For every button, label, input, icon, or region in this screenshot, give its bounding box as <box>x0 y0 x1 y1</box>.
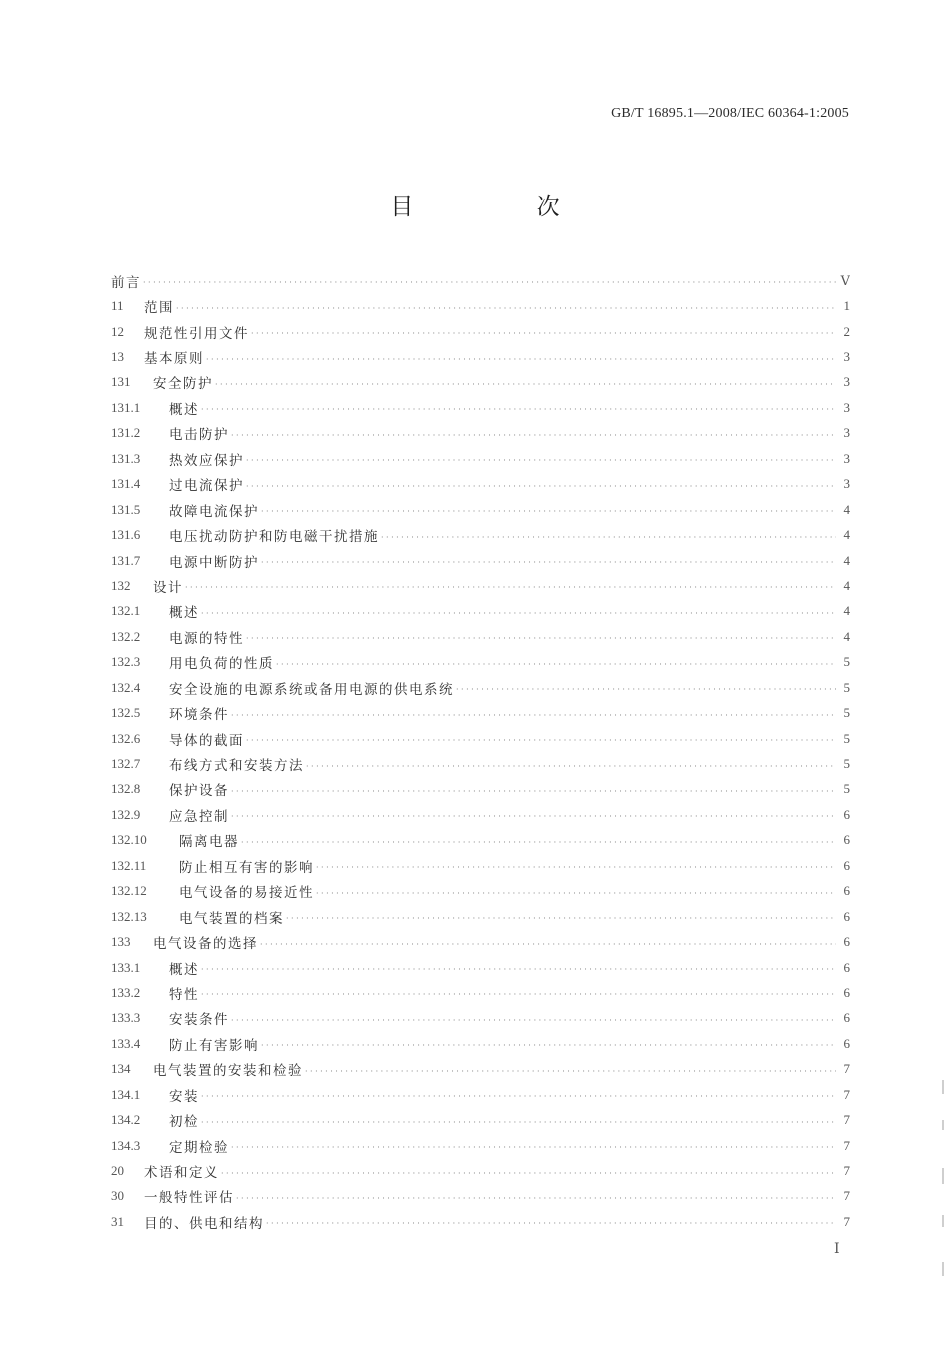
toc-entry-number: 132.13 <box>111 908 147 924</box>
toc-entry-title: 电击防护 <box>169 427 229 444</box>
toc-entry-title: 过电流保护 <box>169 478 244 495</box>
toc-entry-number: 132.8 <box>111 781 141 797</box>
toc-entry[interactable] <box>111 1107 850 1132</box>
toc-entry-title: 保护设备 <box>169 783 229 800</box>
toc-leader-dots <box>261 503 836 516</box>
toc-leader-dots <box>316 885 836 898</box>
toc-entry-number: 133.3 <box>111 1010 141 1026</box>
toc-entry[interactable] <box>111 370 850 395</box>
toc-entry-page: 4 <box>843 552 850 568</box>
toc-entry-page: 5 <box>843 756 850 772</box>
toc-entry-title: 电气装置的安装和检验 <box>153 1063 303 1080</box>
toc-entry[interactable] <box>111 955 850 980</box>
toc-entry-title: 概述 <box>169 961 199 978</box>
toc-entry-page: 4 <box>843 603 850 619</box>
toc-leader-dots <box>261 1037 836 1050</box>
toc-entry[interactable] <box>111 548 850 573</box>
toc-entry[interactable] <box>111 421 850 446</box>
toc-entry-title: 隔离电器 <box>179 834 239 851</box>
toc-entry-number: 132.12 <box>111 883 147 899</box>
toc-entry[interactable] <box>111 319 850 344</box>
toc-leader-dots <box>231 783 836 796</box>
toc-entry-page: 2 <box>843 323 850 339</box>
toc-leader-dots <box>261 554 836 567</box>
table-of-contents <box>111 268 850 1235</box>
standard-code-header: GB/T 16895.1—2008/IEC 60364-1:2005 <box>611 106 849 121</box>
toc-entry-number: 134.2 <box>111 1112 141 1128</box>
toc-entry-title: 规范性引用文件 <box>144 325 249 342</box>
toc-entry-page: 6 <box>843 984 850 1000</box>
toc-entry-page: 5 <box>843 705 850 721</box>
toc-entry-page: 5 <box>843 730 850 746</box>
toc-entry-title: 设计 <box>153 579 183 596</box>
toc-entry-page: 3 <box>843 476 850 492</box>
toc-entry-page: 4 <box>843 501 850 517</box>
toc-entry[interactable] <box>111 726 850 751</box>
toc-entry-page: 6 <box>843 908 850 924</box>
toc-entry[interactable] <box>111 650 850 675</box>
toc-leader-dots <box>201 961 836 974</box>
toc-entry-page: 7 <box>843 1163 850 1179</box>
toc-entry-title: 电气装置的档案 <box>179 910 284 927</box>
toc-entry-title: 初检 <box>169 1114 199 1131</box>
toc-entry-number: 20 <box>111 1163 124 1179</box>
toc-entry-page: 3 <box>843 425 850 441</box>
toc-entry[interactable] <box>111 1031 850 1056</box>
toc-entry[interactable] <box>111 599 850 624</box>
toc-entry-number: 133.1 <box>111 959 141 975</box>
toc-entry-title: 安装条件 <box>169 1012 229 1029</box>
toc-leader-dots <box>236 1190 836 1203</box>
toc-entry-number: 132.9 <box>111 806 141 822</box>
toc-leader-dots <box>231 1139 836 1152</box>
toc-entry-title: 防止相互有害的影响 <box>179 859 314 876</box>
toc-entry-page: 3 <box>843 374 850 390</box>
toc-entry-title: 前言 <box>111 274 141 291</box>
toc-entry-page: 5 <box>843 781 850 797</box>
scan-edge-mark <box>942 1262 944 1276</box>
scan-edge-mark <box>942 1168 944 1184</box>
toc-leader-dots <box>221 1165 836 1178</box>
toc-entry-number: 131.7 <box>111 552 141 568</box>
toc-entry-page: 6 <box>843 959 850 975</box>
scan-edge-mark <box>942 1080 944 1094</box>
toc-entry-title: 定期检验 <box>169 1139 229 1156</box>
toc-entry-title: 环境条件 <box>169 707 229 724</box>
toc-leader-dots <box>241 834 836 847</box>
toc-entry-number: 13 <box>111 349 124 365</box>
toc-entry[interactable] <box>111 573 850 598</box>
toc-entry[interactable] <box>111 879 850 904</box>
toc-entry-title: 布线方式和安装方法 <box>169 758 304 775</box>
toc-entry-number: 131.5 <box>111 501 141 517</box>
toc-leader-dots <box>305 1063 836 1076</box>
toc-entry[interactable] <box>111 446 850 471</box>
toc-entry-number: 30 <box>111 1188 124 1204</box>
toc-entry-number: 131.4 <box>111 476 141 492</box>
toc-entry-number: 133.2 <box>111 984 141 1000</box>
toc-entry[interactable] <box>111 1133 850 1158</box>
toc-entry-number: 132.3 <box>111 654 141 670</box>
toc-entry-number: 134.3 <box>111 1137 141 1153</box>
toc-entry-number: 132.10 <box>111 832 147 848</box>
toc-entry[interactable] <box>111 828 850 853</box>
toc-entry-number: 132.11 <box>111 857 147 873</box>
toc-entry-page: 4 <box>843 628 850 644</box>
toc-leader-dots <box>231 707 836 720</box>
toc-entry-number: 132.4 <box>111 679 141 695</box>
toc-entry-number: 132.1 <box>111 603 141 619</box>
toc-entry-page: 7 <box>843 1112 850 1128</box>
toc-entry-number: 12 <box>111 323 124 339</box>
toc-leader-dots <box>201 986 836 999</box>
toc-entry[interactable] <box>111 395 850 420</box>
toc-entry-page: 6 <box>843 806 850 822</box>
toc-entry-title: 目的、供电和结构 <box>144 1215 264 1232</box>
toc-entry[interactable] <box>111 624 850 649</box>
toc-entry[interactable] <box>111 675 850 700</box>
toc-entry-number: 134.1 <box>111 1086 141 1102</box>
toc-leader-dots <box>381 529 836 542</box>
toc-entry-page: 6 <box>843 1035 850 1051</box>
toc-entry-number: 132 <box>111 577 131 593</box>
toc-entry-number: 131.6 <box>111 527 141 543</box>
toc-leader-dots <box>316 859 836 872</box>
toc-leader-dots <box>260 936 836 949</box>
toc-entry-title: 安全防护 <box>153 376 213 393</box>
toc-entry-title: 导体的截面 <box>169 732 244 749</box>
toc-leader-dots <box>246 452 836 465</box>
toc-leader-dots <box>231 808 836 821</box>
toc-entry-page: 3 <box>843 349 850 365</box>
toc-entry-number: 132.2 <box>111 628 141 644</box>
toc-entry[interactable] <box>111 904 850 929</box>
toc-entry-title: 用电负荷的性质 <box>169 656 274 673</box>
toc-entry-title: 防止有害影响 <box>169 1037 259 1054</box>
toc-entry-number: 131.3 <box>111 450 141 466</box>
toc-leader-dots <box>201 605 836 618</box>
toc-entry-page: Ⅴ <box>840 272 850 288</box>
toc-entry[interactable] <box>111 700 850 725</box>
toc-leader-dots <box>266 1215 836 1228</box>
toc-entry[interactable] <box>111 853 850 878</box>
toc-entry[interactable] <box>111 522 850 547</box>
toc-leader-dots <box>201 1114 836 1127</box>
toc-entry-number: 132.6 <box>111 730 141 746</box>
toc-leader-dots <box>306 758 836 771</box>
toc-entry[interactable] <box>111 1057 850 1082</box>
toc-entry-page: 7 <box>843 1086 850 1102</box>
toc-entry-number: 132.5 <box>111 705 141 721</box>
toc-leader-dots <box>246 732 836 745</box>
toc-entry-title: 术语和定义 <box>144 1165 219 1182</box>
toc-entry-title: 电压扰动防护和防电磁干扰措施 <box>169 529 379 546</box>
toc-entry[interactable] <box>111 344 850 369</box>
toc-leader-dots <box>206 351 836 364</box>
toc-leader-dots <box>276 656 836 669</box>
toc-entry-title: 故障电流保护 <box>169 503 259 520</box>
toc-entry[interactable] <box>111 1082 850 1107</box>
toc-leader-dots <box>456 681 836 694</box>
page-number: Ⅰ <box>834 1242 840 1257</box>
toc-leader-dots <box>246 478 836 491</box>
toc-entry-page: 6 <box>843 832 850 848</box>
toc-entry-page: 5 <box>843 679 850 695</box>
toc-leader-dots <box>215 376 836 389</box>
toc-entry[interactable] <box>111 929 850 954</box>
toc-entry-title: 电气设备的易接近性 <box>179 885 314 902</box>
toc-entry[interactable] <box>111 1006 850 1031</box>
toc-entry-page: 3 <box>843 450 850 466</box>
toc-entry-title: 范围 <box>144 300 174 317</box>
toc-entry-number: 134 <box>111 1061 131 1077</box>
toc-entry-page: 7 <box>843 1188 850 1204</box>
toc-entry-number: 31 <box>111 1213 124 1229</box>
toc-entry-page: 4 <box>843 527 850 543</box>
toc-entry-number: 131 <box>111 374 131 390</box>
toc-entry[interactable] <box>111 497 850 522</box>
toc-entry-title: 电源的特性 <box>169 630 244 647</box>
toc-entry-number: 133 <box>111 934 131 950</box>
toc-entry[interactable] <box>111 751 850 776</box>
toc-entry-page: 3 <box>843 399 850 415</box>
toc-leader-dots <box>176 300 836 313</box>
scan-edge-mark <box>942 1120 944 1130</box>
toc-entry-title: 电气设备的选择 <box>153 936 258 953</box>
toc-entry[interactable] <box>111 802 850 827</box>
toc-entry-page: 6 <box>843 883 850 899</box>
toc-leader-dots <box>201 1088 836 1101</box>
toc-entry-page: 7 <box>843 1137 850 1153</box>
page-title: 目 次 <box>390 194 618 220</box>
toc-entry-number: 131.1 <box>111 399 141 415</box>
toc-entry-title: 应急控制 <box>169 808 229 825</box>
toc-entry-title: 一般特性评估 <box>144 1190 234 1207</box>
toc-entry[interactable] <box>111 1184 850 1209</box>
toc-leader-dots <box>201 401 836 414</box>
toc-entry-title: 特性 <box>169 986 199 1003</box>
toc-entry-title: 电源中断防护 <box>169 554 259 571</box>
toc-entry-page: 6 <box>843 934 850 950</box>
toc-entry-title: 概述 <box>169 605 199 622</box>
toc-leader-dots <box>286 910 836 923</box>
toc-entry[interactable] <box>111 1158 850 1183</box>
toc-entry[interactable] <box>111 777 850 802</box>
scan-edge-mark <box>942 1215 944 1227</box>
toc-entry-title: 安装 <box>169 1088 199 1105</box>
toc-entry-page: 6 <box>843 1010 850 1026</box>
toc-entry[interactable] <box>111 980 850 1005</box>
toc-entry-page: 4 <box>843 577 850 593</box>
toc-leader-dots <box>143 274 836 287</box>
toc-entry-number: 131.2 <box>111 425 141 441</box>
toc-leader-dots <box>231 427 836 440</box>
toc-leader-dots <box>231 1012 836 1025</box>
toc-entry-page: 5 <box>843 654 850 670</box>
toc-entry-title: 安全设施的电源系统或备用电源的供电系统 <box>169 681 454 698</box>
toc-entry-number: 11 <box>111 298 124 314</box>
toc-leader-dots <box>185 579 836 592</box>
toc-entry-page: 1 <box>843 298 850 314</box>
toc-entry[interactable] <box>111 472 850 497</box>
toc-entry-title: 热效应保护 <box>169 452 244 469</box>
toc-entry-title: 概述 <box>169 401 199 418</box>
toc-entry-number: 133.4 <box>111 1035 141 1051</box>
toc-entry[interactable] <box>111 293 850 318</box>
toc-entry-page: 7 <box>843 1061 850 1077</box>
toc-leader-dots <box>246 630 836 643</box>
toc-entry-page: 6 <box>843 857 850 873</box>
toc-entry[interactable] <box>111 268 850 293</box>
toc-entry-title: 基本原则 <box>144 351 204 368</box>
toc-entry-page: 7 <box>843 1213 850 1229</box>
toc-entry-number: 132.7 <box>111 756 141 772</box>
toc-leader-dots <box>251 325 836 338</box>
toc-entry[interactable] <box>111 1209 850 1234</box>
